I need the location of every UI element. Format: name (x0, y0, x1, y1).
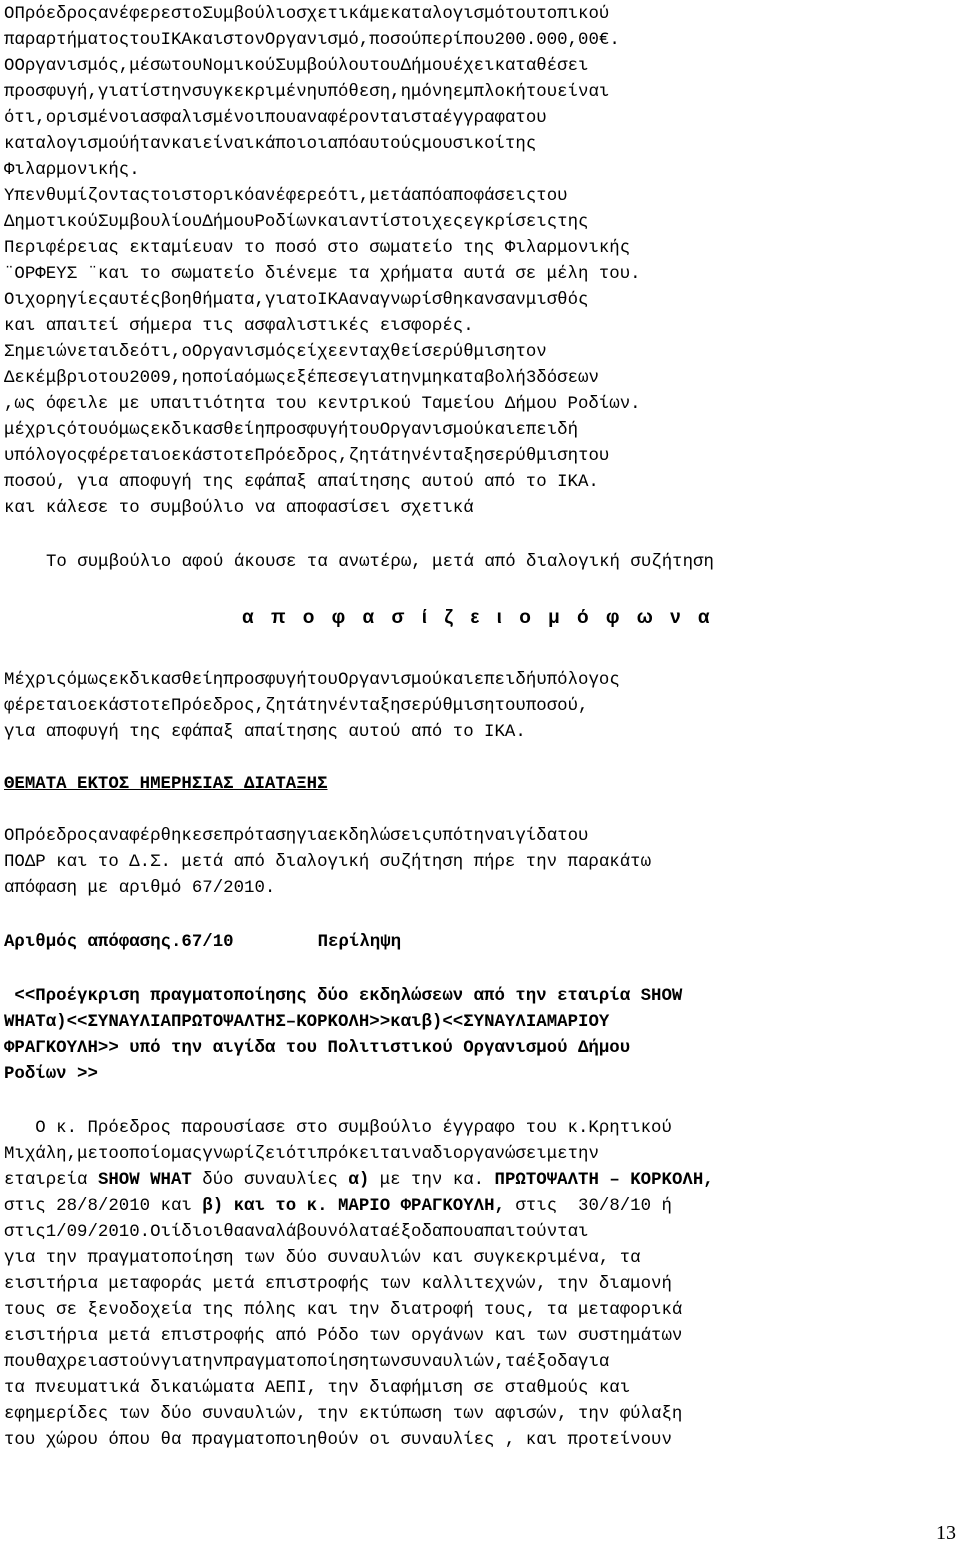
word: Νομικού (202, 57, 276, 76)
text-line: ΠΟΔΡ και το Δ.Σ. μετά από διαλογική συζήτηση πήρε την παρακάτω (4, 853, 652, 872)
word: η (212, 671, 224, 690)
word: σε (421, 343, 443, 362)
word: ζητά (348, 447, 391, 466)
council-heard-line (46, 550, 946, 576)
word: επειδή (515, 421, 579, 440)
word: του (129, 31, 161, 50)
word: ο (77, 697, 88, 716)
text-line: τους σε ξενοδοχεία της πόλης και την διατροφή τους, τα μεταφορικά (4, 1301, 683, 1320)
word: γνωρίζει (202, 1145, 286, 1164)
word: του (369, 57, 401, 76)
word: θα (35, 1353, 57, 1372)
word: ποσού, (525, 697, 589, 716)
word: αυτούς (358, 135, 422, 154)
word: αναλάβουν (244, 1223, 338, 1242)
word: Ο (4, 827, 15, 846)
word: αντίστοιχες (348, 213, 464, 232)
text-line (4, 132, 958, 158)
word: του (505, 5, 537, 24)
word: από (411, 187, 443, 206)
word: ο (160, 447, 171, 466)
word: Συμβούλιο (202, 5, 297, 24)
word: το (97, 1145, 119, 1164)
word: Πρόεδρος (14, 5, 98, 24)
text-run: στις 30/8/10 ή (504, 1197, 672, 1216)
text-line (4, 668, 958, 694)
word: για (578, 1353, 610, 1372)
text-line: ΦΡΑΓΚΟΥΛΗ>> υπό την αιγίδα του Πολιτιστικού Οργανισμού Δήμου (4, 1039, 631, 1058)
word: υπόθεση, (317, 83, 401, 102)
word: καταβολή (442, 369, 526, 388)
word: ορισμένοι (45, 109, 140, 128)
word: Δήμου (202, 213, 255, 232)
word: 1/09/2010. (45, 1223, 151, 1242)
text-line (4, 80, 958, 106)
word: διοργανώσει (431, 1145, 547, 1164)
word: ένταξη (421, 447, 485, 466)
word: ότι, (4, 109, 46, 128)
decision-number-row (4, 930, 958, 956)
word: δε (118, 343, 140, 362)
word: και (484, 421, 516, 440)
word: σε (400, 697, 422, 716)
word: σαν (494, 291, 526, 310)
word: Οι (4, 291, 25, 310)
word: ποσού (369, 31, 422, 50)
word: για (160, 1353, 192, 1372)
word: του (525, 83, 558, 102)
word: για (264, 291, 297, 310)
word: όμως (66, 671, 109, 690)
word: WHAT (4, 1013, 46, 1032)
text-line: εισιτήρια μεταφοράς μετά επιστροφής των καλλιτεχνών, την διαμονή (4, 1275, 672, 1294)
word: στις (4, 1223, 46, 1242)
word: Πρόεδρος (14, 827, 98, 846)
word: του (171, 57, 203, 76)
word: βοηθήματα, (160, 291, 265, 310)
text-line: ¨ΟΡΦΕΥΣ ¨και το σωματείο διένεμε τα χρήματα αυτά σε μέλη του. (4, 265, 641, 284)
word: Δεκέμβριο (4, 369, 98, 388)
artist-name: ΠΡΩΤΟΨΑΛΤΗ – ΚΟΡΚΟΛΗ, (494, 1171, 714, 1190)
word: ίδιοι (171, 1223, 224, 1242)
text-run: με την κα. (369, 1171, 495, 1190)
word: την (191, 1353, 224, 1372)
word: >> (369, 1013, 391, 1032)
word: εγκρίσεις (463, 213, 558, 232)
word: όμως (108, 421, 151, 440)
word: απαιτούνται (473, 1223, 589, 1242)
text-line (4, 1168, 958, 1194)
word: Συμβούλου (275, 57, 370, 76)
word: ο (181, 343, 192, 362)
word: η (400, 83, 412, 102)
text-line: Περιφέρειας εκταμίευαν το ποσό στο σωματείο της Φιλαρμονικής (4, 239, 631, 258)
paragraph-body (4, 1116, 958, 1454)
word: Δημοτικού (4, 213, 98, 232)
text-line: για αποφυγή της εφάπαξ απαίτησης αυτού από το ΙΚΑ. (4, 723, 526, 742)
text-line (4, 444, 958, 470)
word: μέσω (129, 57, 171, 76)
word: Ροδίων (254, 213, 318, 232)
word: τον (515, 343, 547, 362)
word: φέρεται (4, 697, 78, 716)
paragraph-settlement (4, 340, 958, 418)
word: καταθέσει (494, 57, 589, 76)
text-line (4, 366, 958, 392)
text-line: για την πραγματοποίηση των δύο συναυλιών και συγκεκριμένα, τα (4, 1249, 641, 1268)
word: του (306, 671, 338, 690)
word: σε (202, 827, 224, 846)
text-line: <<Προέγκριση πραγματοποίησης δύο εκδηλώσεων από την εταιρία SHOW (4, 987, 683, 1006)
word: η (254, 421, 265, 440)
text-line: και απαιτεί σήμερα τις ασφαλιστικές εισφορές. (4, 317, 474, 336)
word: του (348, 421, 380, 440)
off-agenda-heading (4, 772, 958, 798)
artist-name: β) και το κ. ΜΑΡΙΟ ΦΡΑΓΚΟΥΛΗ, (202, 1197, 505, 1216)
word: μέχρις (4, 421, 67, 440)
word: της (557, 213, 589, 232)
word: ρύθμιση (421, 697, 495, 716)
word: Μιχάλη, (4, 1145, 78, 1164)
word: ιστορικό (170, 187, 255, 206)
decision-number-line (4, 930, 958, 956)
word: ρύθμιση (505, 447, 579, 466)
word: είναι (557, 83, 610, 102)
paragraph-sponsorships (4, 288, 958, 340)
word: εμπλοκή (452, 83, 526, 102)
word: του (515, 109, 547, 128)
word: με (77, 1145, 98, 1164)
word: πρόταση (223, 827, 297, 846)
word: περίπου (421, 31, 495, 50)
word: το (296, 291, 318, 310)
word: εκάστοτε (87, 697, 171, 716)
word: υπό (431, 827, 464, 846)
text-line (4, 1194, 958, 1220)
word: μισθός (525, 291, 589, 310)
word: Συμβουλίου (97, 213, 203, 232)
word: σε (484, 447, 505, 466)
word: Σημειώνεται (4, 343, 119, 362)
word: α)<<ΣΥΝΑΥΛΙΑ (45, 1013, 171, 1032)
section-heading: ΘΕΜΑΤΑ ΕΚΤΟΣ ΗΜΕΡΗΣΙΑΣ ΔΙΑΤΑΞΗΣ (4, 775, 328, 794)
word: έξοδα (525, 1353, 579, 1372)
text-line (4, 1350, 958, 1376)
word: της (504, 135, 537, 154)
word: Οργανισμό, (264, 31, 370, 50)
word: και (191, 31, 224, 50)
word: αναγνωρίσθηκαν (348, 291, 495, 310)
word: του (557, 827, 589, 846)
decision-heading: α π ο φ α σ ί ζ ε ι ο μ ό φ ω ν α (242, 607, 716, 628)
word: εκδικασθεί (108, 671, 213, 690)
word: τα (369, 1223, 391, 1242)
word: ΙΚΑ (160, 31, 192, 50)
word: παραρτήματος (4, 31, 130, 50)
word: την (390, 369, 422, 388)
paragraph-ika-assessment (4, 2, 958, 184)
text-line: ,ως όφειλε με υπαιτιότητα του κεντρικού Ταμείου Δήμου Ροδίων. (4, 395, 641, 414)
word: – (285, 1013, 297, 1032)
company-name: SHOW WHAT (97, 1171, 192, 1190)
text-line (4, 1220, 958, 1246)
word: στο (171, 5, 203, 24)
word: αποφάσεις (442, 187, 537, 206)
summary-label: Περίληψη (317, 933, 402, 952)
text-line: Το συμβούλιο αφού άκουσε τα ανωτέρω, μετά από διαλογική συζήτηση (46, 553, 714, 572)
text-line (4, 54, 958, 80)
word: Οργανισμός, (14, 57, 130, 76)
word: αναφέρονται (296, 109, 412, 128)
word: του (494, 697, 526, 716)
word: εκδικασθεί (150, 421, 255, 440)
paragraph-decision (4, 668, 958, 746)
word: την (567, 1145, 599, 1164)
text-line (4, 210, 958, 236)
word: υπόλογος (4, 447, 88, 466)
text-line: και κάλεσε το συμβούλιο να αποφασίσει σχετικά (4, 499, 474, 518)
text-line (4, 2, 958, 28)
word: ζητά (264, 697, 307, 716)
text-line: εφημερίδες των δύο συναυλιών, την εκτύπωση των αφισών, την φύλαξη (4, 1405, 683, 1424)
word: Ο (4, 57, 15, 76)
word: ΠΡΩΤΟΨΑΛΤΗΣ (170, 1013, 286, 1032)
text-line: τα πνευματικά δικαιώματα ΑΕΠΙ, την διαφήμιση σε σταθμούς και (4, 1379, 631, 1398)
word: Οργανισμού (379, 421, 485, 440)
word: είναι (202, 135, 255, 154)
word: στα (411, 109, 443, 128)
word: από (327, 135, 359, 154)
word: όμως (244, 369, 286, 388)
text-run: στις 28/8/2010 και (4, 1197, 203, 1216)
word: προσφυγή (223, 671, 307, 690)
word: με (369, 5, 391, 24)
text-line (4, 1142, 958, 1168)
word: συγκεκριμένη (191, 83, 318, 102)
word: 3 (525, 369, 537, 388)
word: αυτές (108, 291, 161, 310)
word: Οι (150, 1223, 171, 1242)
word: χρειαστούν (56, 1353, 161, 1372)
paragraph-history (4, 184, 958, 288)
word: έξοδα (390, 1223, 443, 1242)
word: έχει (452, 57, 495, 76)
word: των (369, 1353, 401, 1372)
text-line: απόφαση με αριθμό 67/2010. (4, 879, 276, 898)
word: συναυλιών, (400, 1353, 505, 1372)
word: ΜΑΡΙΟΥ (546, 1013, 610, 1032)
word: επειδή (473, 671, 537, 690)
word: Οργανισμός (191, 343, 297, 362)
word: του (578, 447, 610, 466)
word: κάποιοι (254, 135, 328, 154)
word: με (546, 1145, 568, 1164)
word: φέρεται (87, 447, 161, 466)
paragraph-off-agenda (4, 824, 958, 902)
word: του (97, 369, 130, 388)
word: την (463, 827, 495, 846)
word: δόσεων (536, 369, 599, 388)
text-line: Ροδίων >> (4, 1065, 98, 1084)
word: αιγίδα (494, 827, 558, 846)
word: προσφυγή (4, 83, 88, 102)
paragraph-request (4, 418, 958, 522)
word: ανέφερε (97, 5, 171, 24)
text-line (4, 824, 958, 850)
word: 200.000,00€. (494, 31, 620, 50)
summary-block (4, 984, 958, 1088)
word: καταλογισμό (390, 5, 505, 24)
text-line (4, 340, 958, 366)
text-line (4, 28, 958, 54)
word: μας (171, 1145, 203, 1164)
word: ένταξη (338, 697, 401, 716)
word: το (150, 187, 171, 206)
word: υπόλογος (536, 671, 620, 690)
word: για (296, 827, 328, 846)
text-line (4, 184, 958, 210)
text-line: του χώρου όπου θα πραγματοποιηθούν οι συναυλίες , και προτείνουν (4, 1431, 672, 1450)
word: ότι, (139, 343, 182, 362)
word: σχετικά (296, 5, 370, 24)
word: χορηγίες (24, 291, 109, 310)
word: εξέπεσε (285, 369, 359, 388)
word: ΚΟΡΚΟΛΗ (296, 1013, 370, 1032)
word: μη (421, 369, 443, 388)
word: και (442, 671, 474, 690)
word: είχε (296, 343, 338, 362)
text-run: α) (348, 1171, 370, 1190)
text-line (4, 288, 958, 314)
text-line: ποσού, για αποφυγή της εφάπαξ απαίτησης αυτού από το ΙΚΑ. (4, 473, 599, 492)
word: ενταχθεί (338, 343, 422, 362)
text-line: Ο κ. Πρόεδρος παρουσίασε στο συμβούλιο έγγραφο του κ.Κρητικού (4, 1119, 672, 1138)
word: Πρόεδρος, (254, 447, 349, 466)
word: να (411, 1145, 432, 1164)
word: β)<<ΣΥΝΑΥΛΙΑ (421, 1013, 547, 1032)
text-line (4, 418, 958, 444)
word: ,γιατί (87, 83, 151, 102)
word: και (390, 1013, 422, 1032)
word: για (358, 369, 391, 388)
word: ότου (66, 421, 109, 440)
text-line (4, 1010, 958, 1036)
word: που (442, 1223, 474, 1242)
word: έγγραφα (442, 109, 516, 128)
word: Μέχρις (4, 671, 67, 690)
text-run: εταιρεία (4, 1171, 98, 1190)
word: ΙΚΑ (317, 291, 349, 310)
word: ότι, (327, 187, 370, 206)
word: ανέφερε (254, 187, 328, 206)
word: ήταν (129, 135, 171, 154)
word: οποία (191, 369, 245, 388)
word: και (317, 213, 349, 232)
word: προσφυγή (264, 421, 349, 440)
word: 2009,η (129, 369, 192, 388)
text-line (4, 106, 958, 132)
word: που (4, 1353, 36, 1372)
text-line (4, 694, 958, 720)
word: Δήμου (400, 57, 453, 76)
word: την (390, 447, 422, 466)
word: πραγματοποίηση (223, 1353, 370, 1372)
word: στον (223, 31, 265, 50)
word: τα (504, 1353, 526, 1372)
word: Ο (4, 5, 15, 24)
word: τοπικού (536, 5, 610, 24)
word: μουσικοί (421, 135, 505, 154)
word: ρύθμιση (442, 343, 516, 362)
text-line: εισιτήρια μετά επιστροφής από Ρόδο των οργάνων και των συστημάτων (4, 1327, 683, 1346)
word: θα (223, 1223, 245, 1242)
word: ότι (285, 1145, 318, 1164)
word: στην (150, 83, 192, 102)
text-line: Φιλαρμονικής. (4, 161, 140, 180)
word: Οργανισμού (338, 671, 443, 690)
word: καταλογισμού (4, 135, 130, 154)
word: εκδηλώσεις (327, 827, 432, 846)
word: που (264, 109, 297, 128)
word: μετά (369, 187, 412, 206)
word: την (306, 697, 338, 716)
word: του (536, 187, 568, 206)
word: όλα (338, 1223, 370, 1242)
word: Πρόεδρος, (171, 697, 265, 716)
word: Υπενθυμίζοντας (4, 187, 151, 206)
decision-number: Αριθμός απόφασης.67/10 (4, 933, 234, 952)
word: αναφέρθηκε (97, 827, 203, 846)
word: εκάστοτε (171, 447, 255, 466)
text-run: δύο συναυλίες (191, 1171, 349, 1190)
word: και (170, 135, 203, 154)
word: ασφαλισμένοι (139, 109, 265, 128)
word: πρόκειται (317, 1145, 412, 1164)
word: οποίο (118, 1145, 171, 1164)
word: μόνη (411, 83, 453, 102)
page-number: 13 (936, 1522, 956, 1544)
